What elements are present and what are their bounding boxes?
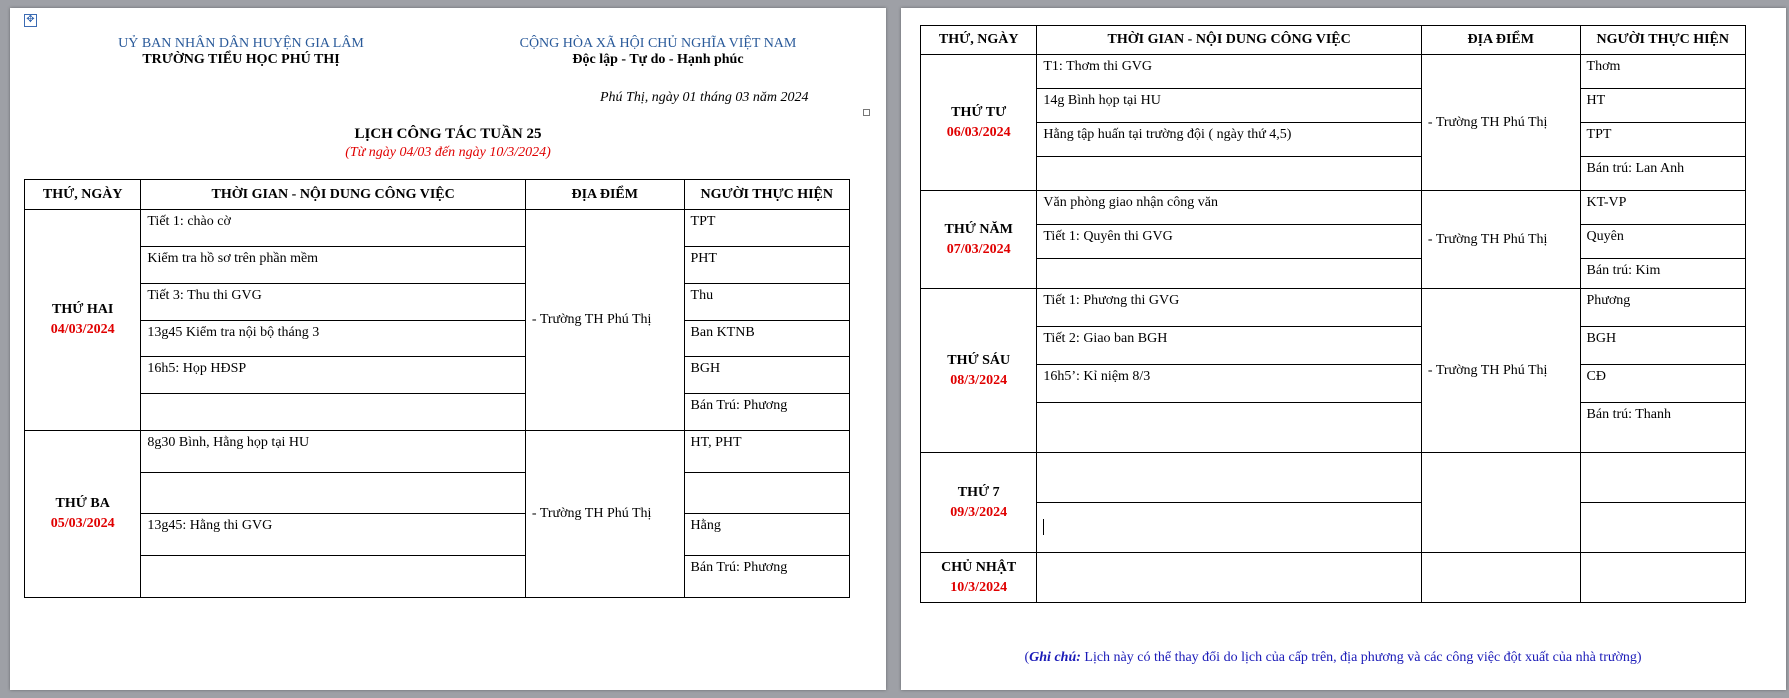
location-cell[interactable]: - Trường TH Phú Thị bbox=[1421, 289, 1580, 453]
person-cell[interactable]: Bán trú: Thanh bbox=[1580, 403, 1745, 453]
table-row[interactable] bbox=[25, 210, 850, 247]
content-cell[interactable]: Kiểm tra hồ sơ trên phần mềm bbox=[141, 247, 526, 284]
day-date: 08/3/2024 bbox=[950, 372, 1008, 388]
person-cell[interactable]: BGH bbox=[684, 357, 849, 394]
location-cell[interactable] bbox=[1421, 453, 1580, 553]
document-page-2 bbox=[901, 8, 1786, 690]
col-header-person: NGƯỜI THỰC HIỆN bbox=[684, 180, 849, 210]
content-cell[interactable]: 13g45 Kiểm tra nội bộ tháng 3 bbox=[141, 321, 526, 357]
content-cell[interactable] bbox=[141, 394, 526, 431]
day-cell-mon bbox=[25, 210, 141, 431]
person-cell[interactable]: Hằng bbox=[684, 514, 849, 556]
person-cell[interactable]: TPT bbox=[1580, 123, 1745, 157]
person-cell[interactable] bbox=[1580, 503, 1745, 553]
schedule-table-page2[interactable] bbox=[920, 25, 1746, 603]
person-cell[interactable] bbox=[684, 473, 849, 514]
table-row[interactable] bbox=[921, 365, 1746, 403]
title-block bbox=[10, 126, 886, 161]
table-row[interactable] bbox=[25, 247, 850, 284]
col-header-location: ĐỊA ĐIỂM bbox=[525, 180, 684, 210]
content-cell[interactable]: Tiết 3: Thu thi GVG bbox=[141, 284, 526, 321]
document-date: Phú Thị, ngày 01 tháng 03 năm 2024 bbox=[600, 90, 809, 105]
day-date: 09/3/2024 bbox=[950, 504, 1008, 520]
person-cell[interactable]: HT bbox=[1580, 89, 1745, 123]
content-cell[interactable] bbox=[1037, 259, 1422, 289]
table-row[interactable] bbox=[25, 284, 850, 321]
table-row[interactable] bbox=[921, 503, 1746, 553]
location-cell[interactable]: - Trường TH Phú Thị bbox=[525, 210, 684, 431]
person-cell[interactable] bbox=[1580, 453, 1745, 503]
content-cell[interactable]: Văn phòng giao nhận công văn bbox=[1037, 191, 1422, 225]
day-cell-thu bbox=[921, 191, 1037, 289]
col-header-person: NGƯỜI THỰC HIỆN bbox=[1580, 26, 1745, 55]
document-title: LỊCH CÔNG TÁC TUẦN 25 bbox=[354, 126, 542, 142]
school-name: TRƯỜNG TIỂU HỌC PHÚ THỊ bbox=[142, 52, 340, 67]
document-subtitle: (Từ ngày 04/03 đến ngày 10/3/2024) bbox=[345, 145, 551, 160]
table-row[interactable] bbox=[25, 514, 850, 556]
day-date: 07/03/2024 bbox=[946, 241, 1011, 257]
person-cell[interactable]: Bán trú: Kim bbox=[1580, 259, 1745, 289]
national-motto: Độc lập - Tự do - Hạnh phúc bbox=[572, 52, 744, 67]
national-title: CỘNG HÒA XÃ HỘI CHỦ NGHĨA VIỆT NAM bbox=[519, 36, 797, 51]
day-name: THỨ SÁU bbox=[947, 352, 1011, 368]
content-cell[interactable]: Tiết 1: Phương thi GVG bbox=[1037, 289, 1422, 327]
footnote-text: Lịch này có thể thay đổi do lịch của cấp trên, địa phương và các công việc đột xuất của nhà trường) bbox=[1080, 650, 1642, 665]
day-cell-sat bbox=[921, 453, 1037, 553]
person-cell[interactable] bbox=[1580, 553, 1745, 603]
day-cell-fri bbox=[921, 289, 1037, 453]
location-cell[interactable]: - Trường TH Phú Thị bbox=[1421, 55, 1580, 191]
table-row[interactable] bbox=[921, 55, 1746, 89]
content-cell[interactable]: Tiết 2: Giao ban BGH bbox=[1037, 327, 1422, 365]
day-name: THỨ 7 bbox=[957, 484, 1000, 500]
agency-header bbox=[96, 36, 386, 68]
content-cell[interactable] bbox=[1037, 553, 1422, 603]
person-cell[interactable]: KT-VP bbox=[1580, 191, 1745, 225]
document-page-1 bbox=[10, 8, 886, 690]
table-row[interactable] bbox=[921, 553, 1746, 603]
col-header-location: ĐỊA ĐIỂM bbox=[1421, 26, 1580, 55]
national-header bbox=[488, 36, 828, 68]
col-header-day: THỨ, NGÀY bbox=[25, 180, 141, 210]
day-date: 06/03/2024 bbox=[946, 124, 1011, 140]
col-header-day: THỨ, NGÀY bbox=[921, 26, 1037, 55]
footnote-label: Ghi chú: bbox=[1029, 650, 1081, 665]
day-cell-sun bbox=[921, 553, 1037, 603]
table-row[interactable] bbox=[921, 289, 1746, 327]
col-header-content: THỜI GIAN - NỘI DUNG CÔNG VIỆC bbox=[141, 180, 526, 210]
day-name: THỨ BA bbox=[55, 496, 110, 511]
person-cell[interactable]: Thu bbox=[684, 284, 849, 321]
person-cell[interactable]: CĐ bbox=[1580, 365, 1745, 403]
content-cell[interactable]: Tiết 1: Quyên thi GVG bbox=[1037, 225, 1422, 259]
table-move-handle-icon[interactable]: ✥ bbox=[24, 14, 37, 27]
content-cell[interactable]: Hằng tập huấn tại trường đội ( ngày thứ 4,5) bbox=[1037, 123, 1422, 157]
content-cell[interactable]: 14g Bình họp tại HU bbox=[1037, 89, 1422, 123]
location-cell[interactable] bbox=[1421, 553, 1580, 603]
content-cell-with-caret[interactable] bbox=[1037, 503, 1422, 553]
table-resize-handle[interactable] bbox=[863, 109, 870, 116]
content-cell[interactable] bbox=[1037, 157, 1422, 191]
day-name: CHỦ NHẬT bbox=[941, 559, 1017, 575]
content-cell[interactable] bbox=[141, 556, 526, 598]
table-row[interactable] bbox=[921, 157, 1746, 191]
table-row[interactable] bbox=[25, 321, 850, 357]
person-cell[interactable]: Quyên bbox=[1580, 225, 1745, 259]
content-cell[interactable]: 8g30 Bình, Hằng họp tại HU bbox=[141, 431, 526, 473]
person-cell[interactable]: Bán Trú: Phương bbox=[684, 394, 849, 431]
content-cell[interactable]: 16h5: Họp HĐSP bbox=[141, 357, 526, 394]
table-row[interactable] bbox=[921, 89, 1746, 123]
day-cell-tue bbox=[25, 431, 141, 598]
day-name: THỨ HAI bbox=[52, 302, 114, 317]
content-cell[interactable] bbox=[1037, 403, 1422, 453]
person-cell[interactable]: Phương bbox=[1580, 289, 1745, 327]
table-row[interactable] bbox=[25, 556, 850, 598]
person-cell[interactable]: TPT bbox=[684, 210, 849, 247]
location-cell[interactable]: - Trường TH Phú Thị bbox=[525, 431, 684, 598]
person-cell[interactable]: PHT bbox=[684, 247, 849, 284]
day-name: THỨ TƯ bbox=[951, 104, 1007, 120]
person-cell[interactable]: HT, PHT bbox=[684, 431, 849, 473]
schedule-table-page1[interactable] bbox=[24, 179, 850, 598]
day-cell-wed bbox=[921, 55, 1037, 191]
agency-name: UỶ BAN NHÂN DÂN HUYỆN GIA LÂM bbox=[118, 36, 364, 51]
text-cursor bbox=[1043, 519, 1044, 535]
table-row[interactable] bbox=[25, 431, 850, 473]
table-row[interactable] bbox=[921, 191, 1746, 225]
table-row[interactable] bbox=[921, 327, 1746, 365]
day-date: 04/03/2024 bbox=[50, 322, 115, 337]
person-cell[interactable]: Bán Trú: Phương bbox=[684, 556, 849, 598]
person-cell[interactable]: BGH bbox=[1580, 327, 1745, 365]
day-date: 10/3/2024 bbox=[950, 579, 1008, 595]
table-row[interactable] bbox=[921, 403, 1746, 453]
table-row[interactable] bbox=[921, 123, 1746, 157]
table-header-row bbox=[25, 180, 850, 210]
table-header-row bbox=[921, 26, 1746, 55]
content-cell[interactable]: 13g45: Hằng thi GVG bbox=[141, 514, 526, 556]
table-row[interactable] bbox=[921, 225, 1746, 259]
person-cell[interactable]: Ban KTNB bbox=[684, 321, 849, 357]
location-cell[interactable]: - Trường TH Phú Thị bbox=[1421, 191, 1580, 289]
col-header-content: THỜI GIAN - NỘI DUNG CÔNG VIỆC bbox=[1037, 26, 1422, 55]
person-cell[interactable]: Bán trú: Lan Anh bbox=[1580, 157, 1745, 191]
table-row[interactable] bbox=[25, 394, 850, 431]
content-cell[interactable]: T1: Thơm thi GVG bbox=[1037, 55, 1422, 89]
table-row[interactable] bbox=[25, 357, 850, 394]
person-cell[interactable]: Thơm bbox=[1580, 55, 1745, 89]
content-cell[interactable] bbox=[141, 473, 526, 514]
table-row[interactable] bbox=[921, 453, 1746, 503]
content-cell[interactable]: Tiết 1: chào cờ bbox=[141, 210, 526, 247]
footnote: (Ghi chú: Lịch này có thể thay đổi do lịch của cấp trên, địa phương và các công việc đột xuất của nhà trường) bbox=[1024, 650, 1642, 665]
day-name: THỨ NĂM bbox=[944, 221, 1013, 237]
day-date: 05/03/2024 bbox=[50, 516, 115, 531]
content-cell[interactable] bbox=[1037, 453, 1422, 503]
table-row[interactable] bbox=[921, 259, 1746, 289]
table-row[interactable] bbox=[25, 473, 850, 514]
content-cell[interactable]: 16h5’: Kỉ niệm 8/3 bbox=[1037, 365, 1422, 403]
